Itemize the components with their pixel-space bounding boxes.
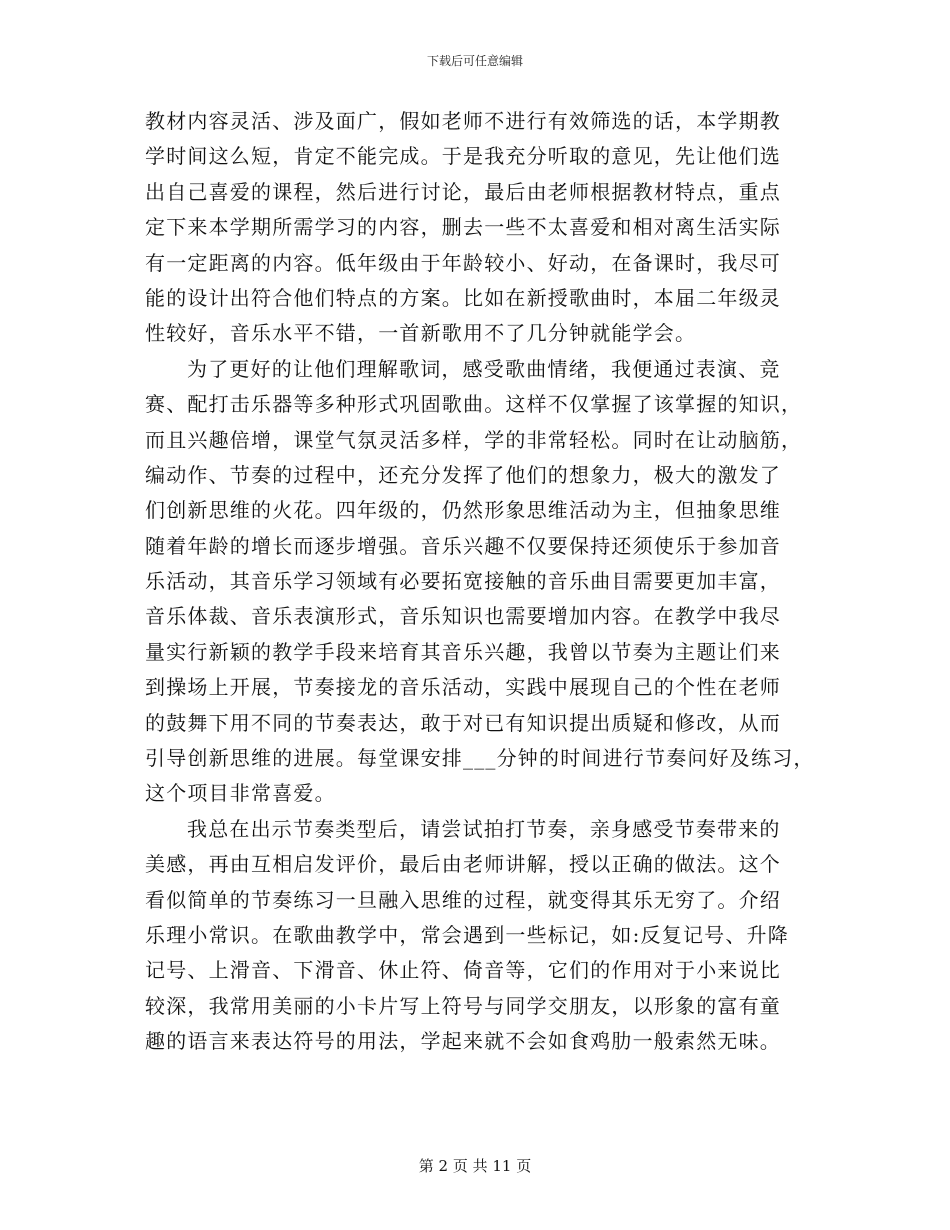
body-line: 而且兴趣倍增，课堂气氛灵活多样，学的非常轻松。同时在让动脑筋， <box>145 427 803 452</box>
document-body <box>145 104 825 1060</box>
body-line: 学时间这么短，肯定不能完成。于是我充分听取的意见，先让他们选 <box>145 144 781 169</box>
body-line: 记号、上滑音、下滑音、休止符、倚音等，它们的作用对于小来说比 <box>145 958 781 983</box>
body-line: 美感，再由互相启发评价，最后由老师讲解，授以正确的做法。这个 <box>145 852 781 877</box>
page-header: 下载后可任意编辑 <box>426 54 523 68</box>
body-line: 的鼓舞下用不同的节奏表达，敢于对已有知识提出质疑和修改，从而 <box>145 710 781 735</box>
body-line: 引导创新思维的进展。每堂课安排___分钟的时间进行节奏问好及练习， <box>145 746 815 771</box>
body-line: 看似简单的节奏练习一旦融入思维的过程，就变得其乐无穷了。介绍 <box>145 887 781 912</box>
body-line: 性较好，音乐水平不错，一首新歌用不了几分钟就能学会。 <box>145 321 697 346</box>
body-line: 们创新思维的火花。四年级的，仍然形象思维活动为主，但抽象思维 <box>145 498 781 523</box>
body-line: 乐理小常识。在歌曲教学中，常会遇到一些标记，如:反复记号、升降 <box>145 922 789 947</box>
body-line: 有一定距离的内容。低年级由于年龄较小、好动，在备课时，我尽可 <box>145 250 781 275</box>
body-line: 编动作、节奏的过程中，还充分发挥了他们的想象力，极大的激发了 <box>145 462 781 487</box>
body-line: 定下来本学期所需学习的内容，删去一些不太喜爱和相对离生活实际 <box>145 215 781 240</box>
body-line: 能的设计出符合他们特点的方案。比如在新授歌曲时，本届二年级灵 <box>145 285 781 310</box>
body-line: 出自己喜爱的课程，然后进行讨论，最后由老师根据教材特点，重点 <box>145 179 781 204</box>
body-line: 这个项目非常喜爱。 <box>145 781 336 806</box>
page-number-footer: 第 2 页 共 11 页 <box>418 1157 532 1175</box>
body-line: 赛、配打击乐器等多种形式巩固歌曲。这样不仅掌握了该掌握的知识， <box>145 392 803 417</box>
paragraph-start-line: 我总在出示节奏类型后，请尝试拍打节奏，亲身感受节奏带来的 <box>187 816 781 841</box>
body-line: 到操场上开展，节奏接龙的音乐活动，实践中展现自己的个性在老师 <box>145 675 781 700</box>
body-line: 教材内容灵活、涉及面广，假如老师不进行有效筛选的话，本学期教 <box>145 109 781 133</box>
body-line: 量实行新颖的教学手段来培育其音乐兴趣，我曾以节奏为主题让们来 <box>145 639 781 664</box>
body-line: 乐活动，其音乐学习领域有必要拓宽接触的音乐曲目需要更加丰富， <box>145 569 781 594</box>
body-line: 随着年龄的增长而逐步增强。音乐兴趣不仅要保持还须使乐于参加音 <box>145 533 781 558</box>
body-line: 较深，我常用美丽的小卡片写上符号与同学交朋友，以形象的富有童 <box>145 993 781 1018</box>
paragraph-start-line: 为了更好的让他们理解歌词，感受歌曲情绪，我便通过表演、竞 <box>187 356 781 381</box>
body-line: 音乐体裁、音乐表演形式，音乐知识也需要增加内容。在教学中我尽 <box>145 604 781 629</box>
body-line: 趣的语言来表达符号的用法，学起来就不会如食鸡肋一般索然无味。 <box>145 1029 781 1054</box>
